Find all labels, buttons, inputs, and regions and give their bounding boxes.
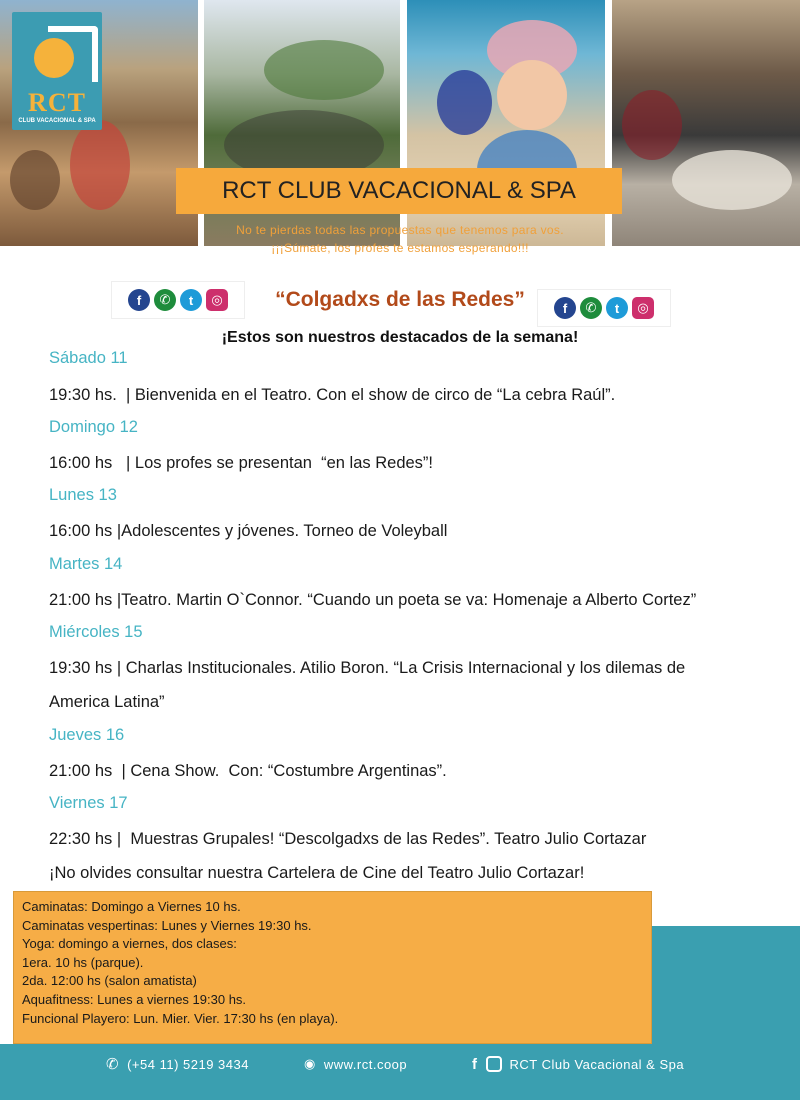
footer-web[interactable]: ◉ www.rct.coop <box>304 1056 408 1072</box>
footer <box>0 1044 800 1100</box>
activity-item: Caminatas: Domingo a Viernes 10 hs. <box>22 899 241 914</box>
whatsapp-icon[interactable]: ✆ <box>580 297 602 319</box>
day-label: Domingo 12 <box>49 418 138 436</box>
activity-item: Aquafitness: Lunes a viernes 19:30 hs. <box>22 991 247 1007</box>
instagram-icon <box>486 1056 502 1072</box>
activity-item: 2da. 12:00 hs (salon amatista) <box>22 973 197 989</box>
activities-box <box>13 891 652 1044</box>
page-subtitle: ¡Estos son nuestros destacados de la semana! <box>221 329 579 346</box>
whatsapp-icon[interactable]: ✆ <box>154 289 176 311</box>
event-line: 22:30 hs | Muestras Grupales! “Descolgadxs de las Redes”. Teatro Julio Cortazar <box>49 830 647 848</box>
day-label: Viernes 17 <box>49 794 128 812</box>
intro-line-1: No te pierdas todas las propuestas que tenemos para vos. <box>236 223 564 237</box>
indoor-activity-photo <box>612 0 800 246</box>
event-line: 16:00 hs | Los profes se presentan “en las Redes”! <box>49 454 434 472</box>
event-line: 19:30 hs | Charlas Institucionales. Atilio Boron. “La Crisis Internacional y los dilemas de <box>49 659 686 677</box>
twitter-icon[interactable]: t <box>180 289 202 311</box>
activity-item: Yoga: domingo a viernes, dos clases: <box>22 936 237 952</box>
facebook-icon[interactable]: f <box>554 297 576 319</box>
day-label: Jueves 16 <box>49 726 125 744</box>
event-line: 21:00 hs | Cena Show. Con: “Costumbre Argentinas”. <box>49 762 447 780</box>
page-title: “Colgadxs de las Redes” <box>275 288 525 311</box>
activity-item: Funcional Playero: Lun. Mier. Vier. 17:30 hs (en playa). <box>22 1010 339 1026</box>
location-pin-icon: ◉ <box>304 1056 316 1071</box>
instagram-icon[interactable]: ◎ <box>206 289 228 311</box>
phone-icon: ✆ <box>106 1056 120 1073</box>
instagram-icon[interactable]: ◎ <box>632 297 654 319</box>
facebook-icon: f <box>472 1055 478 1073</box>
day-label: Lunes 13 <box>49 486 117 504</box>
intro-line-2: ¡¡¡Súmate, los profes te estamos esperando!!! <box>271 241 529 255</box>
day-label: Miércoles 15 <box>49 623 143 641</box>
event-line: 19:30 hs. | Bienvenida en el Teatro. Con el show de circo de “La cebra Raúl”. <box>49 386 616 404</box>
twitter-icon[interactable]: t <box>606 297 628 319</box>
footer-social[interactable]: f RCT Club Vacacional & Spa <box>472 1055 685 1073</box>
event-line: America Latina” <box>49 693 165 711</box>
event-line: 21:00 hs |Teatro. Martin O`Connor. “Cuando un poeta se va: Homenaje a Alberto Cortez” <box>49 591 697 609</box>
teal-accent <box>652 926 800 1046</box>
event-line: 16:00 hs |Adolescentes y jóvenes. Torneo de Voleyball <box>49 522 448 540</box>
activity-item: 1era. 10 hs (parque). <box>22 954 144 970</box>
day-label: Martes 14 <box>49 555 123 573</box>
activity-item: Caminatas vespertinas: Lunes y Viernes 19:30 hs. <box>22 917 312 933</box>
day-label: Sábado 11 <box>49 349 128 367</box>
facebook-icon[interactable]: f <box>128 289 150 311</box>
rct-logo: RCT CLUB VACACIONAL & SPA <box>12 12 102 130</box>
footer-phone[interactable]: ✆ (+54 11) 5219 3434 <box>106 1056 249 1073</box>
cinema-note: ¡No olvides consultar nuestra Cartelera de Cine del Teatro Julio Cortazar! <box>49 864 585 882</box>
banner-title: RCT CLUB VACACIONAL & SPA <box>176 168 622 214</box>
